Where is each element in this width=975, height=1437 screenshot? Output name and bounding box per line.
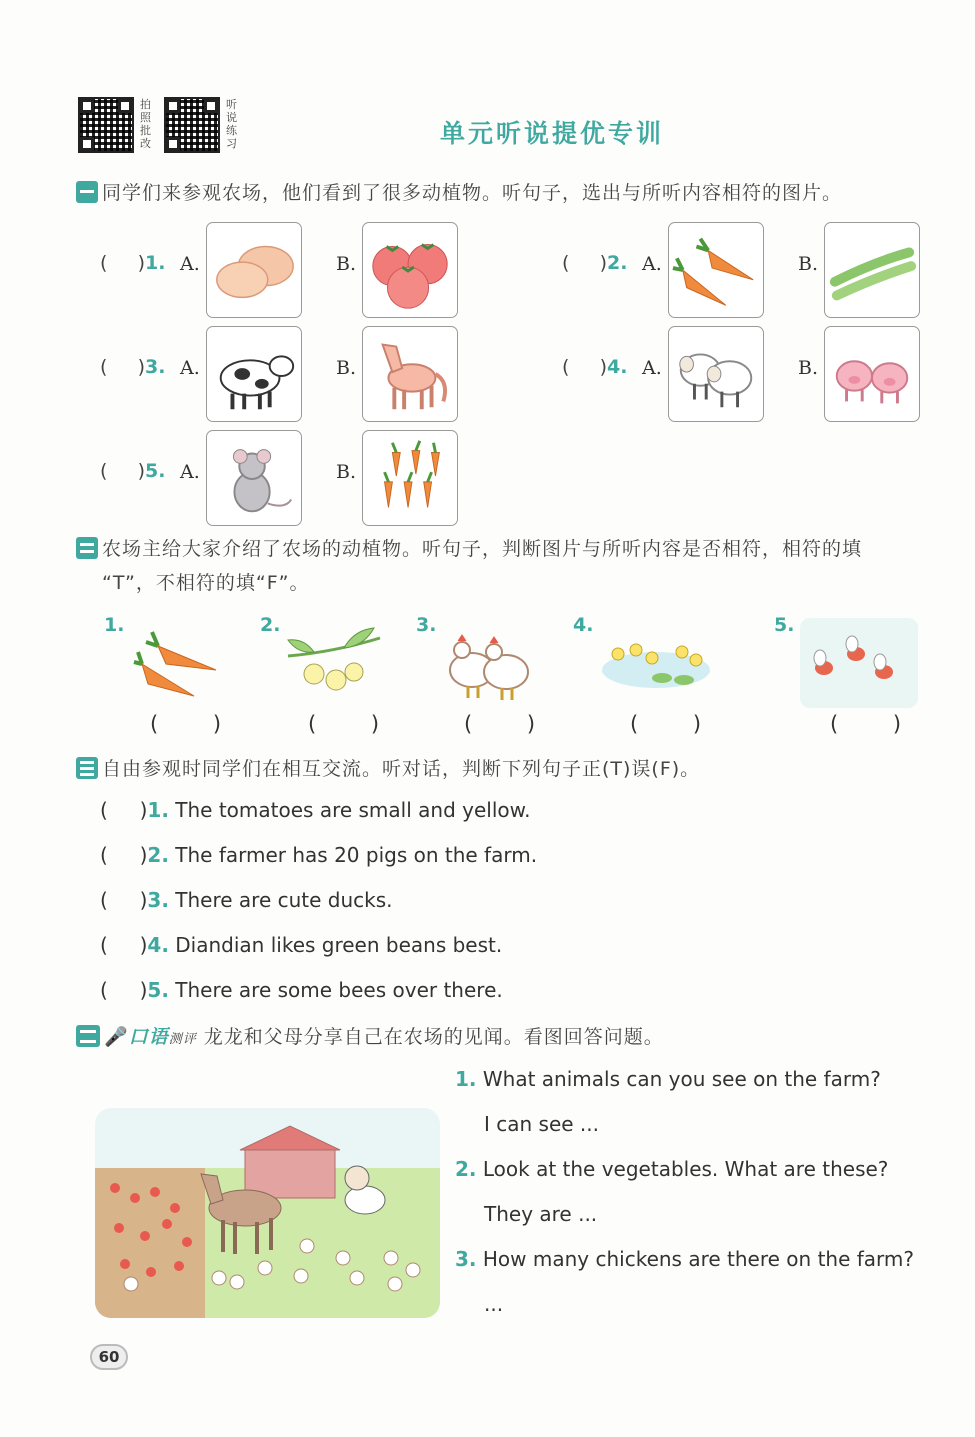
- s4-question-2: 2. Look at the vegetables. What are these?: [455, 1157, 889, 1181]
- section4-heading: [76, 1022, 664, 1049]
- section2-instruction-line2: “T”，不相符的填“F”。: [102, 572, 310, 594]
- s3-answer-2[interactable]: ( ): [100, 843, 148, 867]
- s3-answer-3[interactable]: ( ): [100, 888, 148, 912]
- section4-instruction: 龙龙和父母分享自己在农场的见闻。看图回答问题。: [203, 1026, 664, 1048]
- s1-q3-option-b-label: B.: [336, 357, 357, 379]
- page-number: 60: [90, 1344, 128, 1370]
- carrot-bunch-icon: [363, 431, 457, 525]
- s4-question-3: 3. How many chickens are there on the farm?: [455, 1247, 915, 1271]
- pigs-icon: [825, 327, 919, 421]
- s1-question-5: ( )5.: [100, 460, 166, 482]
- s1-question-2: ( )2.: [562, 252, 628, 274]
- s2-item-1-number: 1.: [104, 614, 125, 636]
- farm-icon: [95, 1108, 440, 1318]
- s3-item-1: ( )1. The tomatoes are small and yellow.: [100, 798, 531, 822]
- section3-instruction: 自由参观时同学们在相互交流。听对话，判断下列句子正(T)误(F)。: [102, 758, 701, 780]
- s1-question-3: ( )3.: [100, 356, 166, 378]
- cow-icon: [207, 327, 301, 421]
- carrots-icon: [132, 626, 222, 702]
- potatoes-icon: [207, 223, 301, 317]
- section2-instruction-line1: 农场主给大家介绍了农场的动植物。听句子，判断图片与所听内容是否相符，相符的填: [102, 538, 863, 560]
- s4-question-1: 1. What animals can you see on the farm?: [455, 1067, 881, 1091]
- mouse-icon: [207, 431, 301, 525]
- s4-answer-1[interactable]: I can see ...: [484, 1112, 599, 1136]
- section1-instruction: 同学们来参观农场，他们看到了很多动植物。听句子，选出与所听内容相符的图片。: [102, 182, 843, 204]
- s3-item-3: ( )3. There are cute ducks.: [100, 888, 393, 912]
- s2-answer-3[interactable]: ( ): [464, 712, 560, 736]
- hens-icon: [444, 628, 536, 702]
- s1-q2-option-b-label: B.: [798, 253, 819, 275]
- s1-question-4: ( )4.: [562, 356, 628, 378]
- qr-label-grading: 拍照批改: [140, 98, 151, 150]
- s1-q3-option-b[interactable]: [362, 326, 458, 422]
- bees-icon: [800, 618, 918, 708]
- qr-label-practice: 听说练习: [226, 98, 237, 150]
- section-badge-2: [76, 537, 98, 559]
- s2-answer-4[interactable]: ( ): [630, 712, 726, 736]
- s1-q4-option-b[interactable]: [824, 326, 920, 422]
- s3-item-5: ( )5. There are some bees over there.: [100, 978, 503, 1002]
- carrots-icon: [669, 223, 763, 317]
- section2-heading: [76, 534, 862, 561]
- s2-item-2-number: 2.: [260, 614, 281, 636]
- ducks-icon: [600, 630, 712, 694]
- tomatoes-icon: [363, 223, 457, 317]
- s3-answer-4[interactable]: ( ): [100, 933, 148, 957]
- s1-q4-option-a-label: A.: [642, 357, 662, 379]
- s1-q1-option-a[interactable]: [206, 222, 302, 318]
- section-badge-3: [76, 757, 98, 779]
- s1-q3-option-a-label: A.: [180, 357, 200, 379]
- s1-q2-option-a-label: A.: [642, 253, 662, 275]
- s1-q4-option-b-label: B.: [798, 357, 819, 379]
- section3-heading: [76, 754, 700, 781]
- s1-q5-option-a-label: A.: [180, 461, 200, 483]
- s3-item-4: ( )4. Diandian likes green beans best.: [100, 933, 503, 957]
- farm-scene-illustration: [95, 1108, 440, 1318]
- section-badge-4: [76, 1025, 100, 1047]
- s1-q5-option-b-label: B.: [336, 461, 357, 483]
- microphone-icon: 🎤: [104, 1026, 129, 1048]
- s1-question-1: ( )1.: [100, 252, 166, 274]
- s2-item-4-number: 4.: [573, 614, 594, 636]
- s4-answer-2[interactable]: They are ...: [484, 1202, 598, 1226]
- qr-code-grading[interactable]: [78, 97, 134, 153]
- s1-q5-option-b[interactable]: [362, 430, 458, 526]
- section-badge-1: [76, 181, 98, 203]
- s2-answer-5[interactable]: ( ): [830, 712, 926, 736]
- s1-q2-option-b[interactable]: [824, 222, 920, 318]
- oral-test-tag: 口语: [128, 1026, 169, 1048]
- s3-item-2: ( )2. The farmer has 20 pigs on the farm.: [100, 843, 538, 867]
- s2-item-5-number: 5.: [774, 614, 795, 636]
- qr-code-practice[interactable]: [164, 97, 220, 153]
- horse-icon: [363, 327, 457, 421]
- s1-q4-option-a[interactable]: [668, 326, 764, 422]
- page-title: 单元听说提优专训: [440, 119, 665, 148]
- s2-answer-2[interactable]: ( ): [308, 712, 404, 736]
- s2-answer-1[interactable]: ( ): [150, 712, 246, 736]
- oranges-branch-icon: [284, 626, 384, 698]
- s1-q1-option-b[interactable]: [362, 222, 458, 318]
- oral-test-sub: 测评: [168, 1032, 197, 1047]
- s1-q5-option-a[interactable]: [206, 430, 302, 526]
- section1-heading: [76, 178, 842, 205]
- s1-q2-option-a[interactable]: [668, 222, 764, 318]
- sheep-icon: [669, 327, 763, 421]
- s1-q1-option-b-label: B.: [336, 253, 357, 275]
- s2-item-3-number: 3.: [416, 614, 437, 636]
- s1-q3-option-a[interactable]: [206, 326, 302, 422]
- s3-answer-5[interactable]: ( ): [100, 978, 148, 1002]
- green-beans-icon: [825, 223, 919, 317]
- s4-answer-3[interactable]: ...: [484, 1292, 504, 1316]
- s3-answer-1[interactable]: ( ): [100, 798, 148, 822]
- s1-q1-option-a-label: A.: [180, 253, 200, 275]
